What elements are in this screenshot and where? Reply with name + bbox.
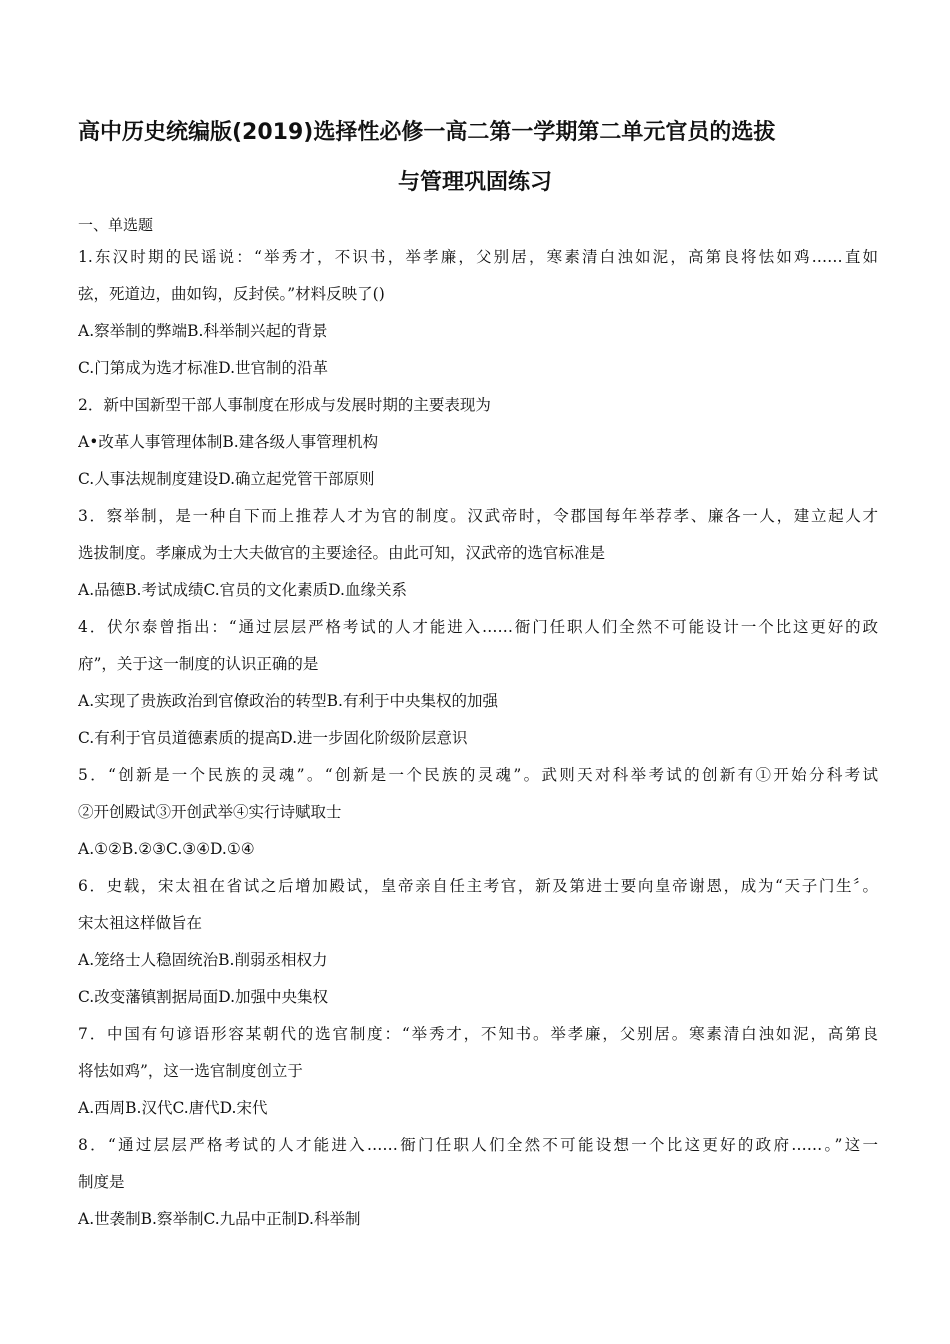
section-heading: 一、单选题 bbox=[78, 216, 154, 234]
question-4-options-cd: C.有利于官员道德素质的提高D.进一步固化阶级阶层意识 bbox=[78, 729, 468, 747]
question-7-options: A.西周B.汉代C.唐代D.宋代 bbox=[78, 1099, 268, 1117]
question-6-stem-line-2: 宋太祖这样做旨在 bbox=[78, 914, 203, 932]
question-4-options-ab: A.实现了贵族政治到官僚政治的转型B.有利于中央集权的加强 bbox=[78, 692, 498, 710]
question-8-stem-line-2: 制度是 bbox=[78, 1173, 125, 1191]
document-title-line-2: 与管理巩固练习 bbox=[397, 170, 552, 195]
question-6-options-ab: A.笼络士人稳固统治B.削弱丞相权力 bbox=[78, 951, 328, 969]
question-8-options: A.世袭制B.察举制C.九品中正制D.科举制 bbox=[78, 1210, 361, 1228]
question-4-stem-line-2: 府”，关于这一制度的认识正确的是 bbox=[78, 655, 319, 673]
question-5-stem-line-1: 5．“创新是一个民族的灵魂”。“创新是一个民族的灵魂”。武则天对科举考试的创新有①开始分科考试 bbox=[78, 766, 878, 784]
document-title-line-1: 高中历史统编版(2019)选择性必修一高二第一学期第二单元官员的选拔 bbox=[78, 120, 776, 145]
question-2-stem: 2．新中国新型干部人事制度在形成与发展时期的主要表现为 bbox=[78, 396, 491, 414]
question-7-stem-line-2: 将怯如鸡”，这一选官制度创立于 bbox=[78, 1062, 303, 1080]
question-3-stem-line-1: 3．察举制，是一种自下而上推荐人才为官的制度。汉武帝时，令郡国每年举荐孝、廉各一人，建立起人才 bbox=[78, 507, 878, 525]
question-1-options-cd: C.门第成为选才标准D.世官制的沿革 bbox=[78, 359, 329, 377]
question-5-stem-line-2: ②开创殿试③开创武举④实行诗赋取士 bbox=[78, 803, 342, 821]
question-5-options: A.①②B.②③C.③④D.①④ bbox=[78, 840, 255, 858]
question-7-stem-line-1: 7．中国有句谚语形容某朝代的选官制度：“举秀才，不知书。举孝廉，父别居。寒素清白浊如泥，高第良 bbox=[78, 1025, 878, 1043]
question-2-options-ab: A•改革人事管理体制B.建各级人事管理机构 bbox=[78, 433, 379, 451]
question-6-options-cd: C.改变藩镇割据局面D.加强中央集权 bbox=[78, 988, 329, 1006]
question-3-stem-line-2: 选拔制度。孝廉成为士大夫做官的主要途径。由此可知，汉武帝的选官标准是 bbox=[78, 544, 606, 562]
question-1-options-ab: A.察举制的弊端B.科举制兴起的背景 bbox=[78, 322, 328, 340]
question-1-stem-line-2: 弦，死道边，曲如钩，反封侯。”材料反映了() bbox=[78, 285, 385, 303]
question-6-stem-line-1: 6．史载，宋太祖在省试之后增加殿试，皇帝亲自任主考官，新及第进士要向皇帝谢恩，成为“天子门生〞。 bbox=[78, 877, 878, 895]
question-2-options-cd: C.人事法规制度建设D.确立起党管干部原则 bbox=[78, 470, 375, 488]
question-4-stem-line-1: 4．伏尔泰曾指出：“通过层层严格考试的人才能进入……衙门任职人们全然不可能设计一个比这更好的政 bbox=[78, 618, 878, 636]
question-1-stem-line-1: 1.东汉时期的民谣说：“举秀才，不识书，举孝廉，父别居，寒素清白浊如泥，高第良将怯如鸡……直如 bbox=[78, 248, 878, 266]
question-3-options: A.品德B.考试成绩C.官员的文化素质D.血缘关系 bbox=[78, 581, 407, 599]
question-8-stem-line-1: 8．“通过层层严格考试的人才能进入……衙门任职人们全然不可能设想一个比这更好的政府……。”这一 bbox=[78, 1136, 878, 1154]
